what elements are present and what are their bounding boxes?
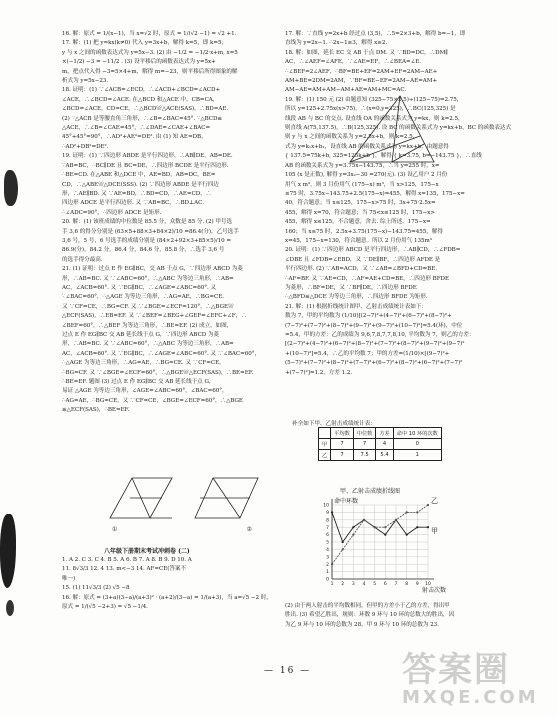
table-cell: 0 xyxy=(393,439,441,450)
text-line: 则直线 A(75,137.5)，∴B(125,325). 设 BC 的函数关系式为 y=kx+b，BC 的函数表达式 xyxy=(285,125,511,132)
text-line: 则 y 与 x 之间的函数关系为 y=2.5x+b，则 k=2.5， xyxy=(285,134,419,141)
table-cell: 7.5 xyxy=(353,450,376,461)
y-tick-label: 3 xyxy=(326,555,329,561)
table-header-row xyxy=(319,428,442,439)
y-tick-label: 0 xyxy=(326,577,329,583)
text-line: 过点 E 作 EG∥BC 交 AB 延长线于点 G，∵四边形 ABCD 为菱 xyxy=(62,332,219,338)
text-line: ∴AD²+DB²=DE². xyxy=(62,143,109,150)
data-point xyxy=(427,526,429,528)
figure-caption: ② xyxy=(246,526,252,533)
page-number: — 16 — xyxy=(264,666,312,676)
text-line: 形，∴AB=BC. 又 ∵∠ABC=60°，∴△ABC 为等边三角形，∴AB= xyxy=(62,275,234,282)
x-tick-label: 4 xyxy=(362,582,366,587)
text-line: 105 (x 是正数), 解得 y=3x₂−30 =270(元). (3) 设乙用户 2 月份 xyxy=(285,172,448,179)
y-tick-label: 10 xyxy=(323,503,329,509)
text-line: △ECF(SAS)，∴EB=EF. 又 ∵∠BEF=∠BEG+∠GEF=∠EFC+∠F，∴ xyxy=(62,313,247,320)
text-line: 唯一) xyxy=(62,575,76,582)
text-line: ∠DBE 且 ∠FDB=∠EBD，又 ∵DE∥BF，∴四边形 AFDE 是 xyxy=(285,256,441,263)
text-line: 形，∴AE∥BD. 又 ∵AE=BD，∴BD=CD，∴AE=CD，∴ xyxy=(62,190,212,197)
text-line: 455，解得 x≤125，不合题意，舍去. 综上所述，175−x= xyxy=(285,219,431,226)
text-line: 11. 8√3/3 12. 4 13. m<−3 14. AF=CE(答案不 xyxy=(62,566,186,573)
text-line: 16. 解：原式 = 1/(x−1)，当 x=√2 时，原式 = 1/(√2 −1) = √2 +1. xyxy=(62,31,237,37)
data-point xyxy=(384,526,386,528)
table-cell: 7 xyxy=(331,450,354,461)
text-line: ∴BE=CD. 在△ABE 和△DCE 中，AE=BD，AB=DC，BE= xyxy=(62,172,216,179)
text-line: ≤75 时，3.75x−143.75+2.5(175−x)=455，解得 x=135，175−x= xyxy=(285,190,465,197)
text-line: 17. 解：(1) 把 y=kx(k≠0) 代入 y=3x+b，解得 k=5，即 k=5； xyxy=(62,40,228,47)
data-point xyxy=(406,534,408,536)
text-line: ∴AG=AE，∴BG=CE，又 ∵CF=CE，∠BGE=∠ECF=60°，∴△BGE xyxy=(62,397,243,404)
x-tick-label: 8 xyxy=(405,582,409,587)
y-axis-label: 命中环数 xyxy=(334,498,359,505)
text-line: 析式为 y=5x−23. xyxy=(62,78,109,85)
stats-table xyxy=(318,427,442,461)
text-line: 为乙 9 环与 10 环的总数为 28，甲 9 环与 10 环的总数为 23. xyxy=(285,621,439,628)
data-point xyxy=(363,519,365,521)
data-point xyxy=(416,511,418,513)
text-line: AM+BE=2DM=2AM，∵BF=BE−EF=2AM−AE=AM+ xyxy=(285,78,438,85)
text-line: 16. 解：原式 = (3+a)(3−a)/(a+3)² · (a+2)/(3−a) = 1/(a+3)，当 a=√5 −2 时， xyxy=(62,594,272,601)
data-point xyxy=(406,511,408,513)
scan-ink-blot xyxy=(4,170,18,206)
x-tick-label: 2 xyxy=(341,582,345,587)
text-line: =5.4，甲的方差：乙的成绩为 9,6,7,8,7,7,8,10, 平均数为 7，则乙的方差： xyxy=(285,332,475,338)
text-line: (2) 由于两人射击的平均数相同，但甲的方差小于乙的方差，得出甲 xyxy=(285,603,450,609)
left-column xyxy=(62,30,282,416)
text-line: 用气 x m³，则 3 月份用气 (175−x) m³，当 x>125，175−x xyxy=(285,181,439,188)
text-line: ×(−1/2) −3 = −11/2 . (3) 设平移后的函数表达式为 y=5x+ xyxy=(62,59,216,66)
text-line: 18. 解：如图，延长 EC 交 AB 于点 DM. 又 ∵BD=DC，∴DM∥ xyxy=(285,49,448,56)
data-point xyxy=(342,541,344,543)
table-cell: 4 xyxy=(376,439,393,450)
text-line: AC，∠ACB=60°. 又 ∵EG∥BC，∴∠AGE=∠ABC=60°. 又 xyxy=(62,284,216,291)
x-tick-label: 9 xyxy=(415,582,419,587)
x-tick-label: 6 xyxy=(383,582,387,587)
data-point xyxy=(374,526,376,528)
text-line: CD，∴△ABE≌△DCE(SSS). (2) ∵四边形 ABDE 是平行四边 xyxy=(62,181,219,188)
text-line: ∠BCD=∠ACE，CD=CE，∴△BCD≌△ACE(SAS)，∴BD=AE. xyxy=(62,106,229,113)
text-line: 的选手得分最高. xyxy=(62,256,103,263)
table-cell: 甲 xyxy=(319,439,331,450)
y-tick-label: 7 xyxy=(326,525,329,531)
x-axis-label: 射击次数 xyxy=(422,587,447,593)
text-line: ∴BE=EF. 题图 (3) 过点 E 作 EG∥BC 交 AB 延长线于点 G， xyxy=(62,379,215,386)
text-line: 所以 y=125+2.75x(x>75)，∴(x=0,y=325)，∴BC(125,325) 是 xyxy=(285,106,456,113)
text-line: AB 的函数关系式为 y=3.75x−143.75，∴当 y=255 时，x= xyxy=(285,162,440,169)
data-point xyxy=(395,519,397,521)
chart-caption: 甲、乙射击成绩折线图 xyxy=(340,488,401,495)
scan-ink-blot xyxy=(0,514,16,588)
data-point xyxy=(331,563,333,565)
triangle-figure xyxy=(342,92,442,170)
text-line: 线段 AB 与 BC 的交点. 设直线 OA 的函数关系式为 y=kx，则 k=2.5， xyxy=(285,115,464,122)
table-row xyxy=(319,450,442,461)
table-cell: 1 xyxy=(393,450,441,461)
text-line: 1. A 2. C 3. C 4. B 5. A 6. B 7. A 8. B 9. D 10. A xyxy=(62,557,192,563)
figure-caption: ① xyxy=(112,526,118,533)
y-tick-label: 8 xyxy=(326,518,329,524)
text-line: 17. 解：∵直线 y=2x+b 经过点 (3,5)，∴5=2×3+b，解得 b=−1，即 xyxy=(285,31,466,37)
table-row xyxy=(319,439,442,450)
series-label: 乙 xyxy=(431,497,438,505)
table-intro: 补全如下甲、乙射击成绩统计表： xyxy=(292,421,376,427)
y-tick-label: 2 xyxy=(326,562,329,568)
table-header xyxy=(319,428,331,439)
text-line: ∵∠BAC=60°，∴△AGE 为等边三角形，∴AG=AE，∴BG=CE. xyxy=(62,294,225,301)
text-line: 手 3,6 的得分分别是 (63×5+88×3+84×2)/10 =86.4(分)，乙号选手 xyxy=(62,228,239,235)
text-line: 40，符合题意；当 x≤125，175−x>75 时，3x+75·2.5x= xyxy=(285,200,436,207)
text-line: 19. 解：(1) 150 元 (2) 由题意知 (325−75×2.5)÷(125−75)=2.75， xyxy=(285,96,463,103)
text-line: 20. 证明：(1) ∵四边形 ABCD 是平行四边形，∴AB∥CD，∴∠FDB= xyxy=(285,247,461,254)
y-tick-label: 4 xyxy=(326,548,329,553)
y-tick-label: 5 xyxy=(326,540,329,546)
x-tick-label: 10 xyxy=(425,582,431,587)
text-line: 455，解得 x=70，符合题意；当 75<x≤125 时，175−x> xyxy=(285,209,435,216)
text-line: 19. 证明：(1) ∵四边形 ABDE 是平行四边形，∴AB∥DE，AB=DE. xyxy=(62,153,233,160)
x-tick-label: 5 xyxy=(373,582,377,587)
table-cell: 5.4 xyxy=(376,450,393,461)
text-line: 平行四边形. (2) ∵AB=ACD，又 ∵∠AB=∠BFD+CD=BE. xyxy=(285,266,437,273)
text-line: 为菱形，∴BF=DE，又 ∵BF∥DE，∴四边形 BFDE xyxy=(285,284,417,291)
data-point xyxy=(384,534,386,536)
shooting-line-chart xyxy=(310,495,450,593)
text-line: ≌△ECF(SAS)，∴BE=EF. xyxy=(62,407,130,414)
text-line: ∴△AGE 为等边三角形，∴AG=AE，∴BG=CE. 又 ∵CF=CE， xyxy=(62,360,225,367)
data-point xyxy=(342,548,344,550)
text-line: 形，∴AB=BC. 又 ∵∠ABC=60°，∴△ABC 为等边三角形，∴AB= xyxy=(62,341,234,348)
text-line: 数为 7，甲的平均数为 (1/10)[(2−7)²+(4−7)²+(6−7)²+(8−7)²+ xyxy=(285,313,452,320)
table-header: 命中 10 环的次数 xyxy=(393,428,441,439)
text-line: ∴AF=BF. 又 ∵AE=CD，∴AF=AE+CD=BE，∴四边形 BFDE xyxy=(285,275,449,282)
text-line: 21. 解：(1) 根据折线统计图甲、乙射击成绩统计表如下： xyxy=(285,303,427,310)
table-cell: 7 xyxy=(331,439,354,450)
text-line: 15. (1) 11√3/3 (2) √5 −8 xyxy=(62,585,130,592)
text-line: x=45，175−x=130，符合题意。所以 2 月份用气 135m³ xyxy=(285,237,432,244)
text-line: ∴∠BEF=2∠AEF，∴BF=BE+EF=2AM+EF=2AM−AE+ xyxy=(285,68,438,75)
text-line: AC，∠ACB=60°. 又 ∵EG∥BC，∴∠AGE=∠ABC=60°. 又 ∵∠BAC=60°， xyxy=(62,350,261,357)
right-column xyxy=(285,30,529,378)
text-line: ∠BEF=60°，∴△BEF 为等边三角形，∴BE=EF. (2) 成立，如图， xyxy=(62,322,233,329)
text-line: (2) ∵△ACB 是等腰直角三角形，∴∠B=∠BAC=45°. ∵△BCD≌ xyxy=(62,115,223,122)
text-line: 胜出. (3) 希望乙胜出，规则：环数 9 环与 10 环的总数大的胜出，因 xyxy=(285,612,454,619)
text-line: 18. 证明：(1) ∵∠ACB=∠ECD，∴∠ACD+∠BCD=∠ACD+ xyxy=(62,87,221,94)
text-line: { 137.5=75k+b, 325=125k+b }，解得 { k=3.75, b=−143.75 }，∴直线 xyxy=(285,153,482,160)
text-line: y 与 x 之间的函数表达式为 y=5x−3. (2) 由 −1/2 = −1/2·x+m, x=5 xyxy=(62,49,238,56)
text-line: 86.9(分)，84.2 分，86.4 分，84.6 分，85.8 分，∴选手 3,6 号 xyxy=(62,247,225,254)
text-line: AC，∴∠AEF=∠AFE，∵∠AE=EF，∴∠BEA=∠E. xyxy=(285,59,422,66)
series-label: 甲 xyxy=(431,527,438,536)
left-column-answers xyxy=(62,556,282,612)
data-point xyxy=(416,526,418,528)
data-point xyxy=(331,511,333,513)
text-line: 式为 y=k₁x+b₁，设直线 AB 的函数关系式为 y=kx+b，由题意得 xyxy=(285,143,449,150)
text-line: 160；当 x≤75 时，2.5x+3.75(175−x)−143.75=455，解得 xyxy=(285,228,443,235)
text-line: ∴∠ADC=90°，∴四边形 ADCE 是矩形. xyxy=(62,209,162,216)
text-line: [(2−7)²+(4−7)²+(6−7)²+(8−7)²+(7−7)²+(8−7)²+(9−7)²+(9−7)² xyxy=(285,341,465,348)
text-line: 直线为 y=2x−1. ∴2x−1≥3，解得 x≥2. xyxy=(285,40,388,47)
text-line: AM−AE=AM+AM−AM+AE=AM+MC=AC. xyxy=(285,87,407,94)
x-tick-label: 3 xyxy=(351,582,355,587)
y-tick-label: 1 xyxy=(326,570,329,576)
exam-title: 八年级下册期末考试冲刺卷 (二) xyxy=(104,548,190,555)
watermark-url: MXQE.COM xyxy=(402,687,539,708)
x-tick-label: 7 xyxy=(394,582,398,587)
text-line: 易证 △AGE 为等边三角形，∠AGE=∠ABC=60°，∠BAC=60°， xyxy=(62,388,228,395)
text-line: ∴△BFD≌△DCE 为等边三角形，∴四边形 BFDE 为矩形. xyxy=(285,294,428,301)
text-line: 原式 = 1/(√5 −2+3) = √5 −1/4. xyxy=(62,604,148,611)
scan-ink-blot xyxy=(6,600,14,616)
table-header: 方差 xyxy=(376,428,393,439)
y-tick-label: 6 xyxy=(326,533,329,539)
text-line: ∵AB=BC，∴BC∥DE 且 BC=DE，∴四边形 BCDE 是平行四边形. xyxy=(62,162,229,169)
watermark-text: 答案圈 xyxy=(402,650,510,690)
table-header: 平均数 xyxy=(331,428,354,439)
text-line: (7−7)²+(7−7)²+(8−7)²+(9−7)²+(9−7)²+(10−7)²]=5.4(环)，中位 xyxy=(285,322,463,329)
text-line: 又 ∵CF=CE，∴BG=CF. 又 ∵∠BGE=∠ECF=120°，∴△BGE≌ xyxy=(62,303,234,310)
data-point xyxy=(352,534,354,536)
y-tick-label: 9 xyxy=(326,511,329,516)
table-cell: 7 xyxy=(353,439,376,450)
text-line: 20. 解：(1) 该班成绩的中位数是 85.5 分，众数是 85 分. (2) 甲号选 xyxy=(62,219,232,226)
x-tick-label: 1 xyxy=(330,582,334,587)
rhombus-figures xyxy=(100,458,262,528)
text-line: 45°+45°=90°，∴AD²+AE²=DE². 由 (1) 知 AE=DB， xyxy=(62,134,207,141)
text-line: 四边形 ADCE 是平行四边形. 又 ∵AB=BC，∴BD⊥AC. xyxy=(62,200,204,207)
figure-caption-row xyxy=(112,526,252,533)
text-line: ∠ACE，∴∠BCD=∠ACE. 在△BCD 和△ACE 中，CB=CA， xyxy=(62,96,219,103)
text-line: +(10−7)²]=5.4，∴乙的平均数 7；甲的方差=(1/10)×[(9−7)²+ xyxy=(285,350,450,357)
text-line: 3,6 号，5 号，6 号选手的成绩分别是 (84×2+92×3+85×5)/10 = xyxy=(62,237,231,244)
right-column-conclusion xyxy=(285,602,529,630)
watermark-logo xyxy=(402,652,552,714)
table-cell: 乙 xyxy=(319,450,331,461)
text-line: 21. (1) 证明：过点 E 作 EG∥BC，交 AB 于点 G，∵四边形 ABCD 为菱 xyxy=(62,266,243,273)
data-point xyxy=(427,504,429,506)
data-point xyxy=(352,526,354,528)
text-line: (5−7)²+(7−7)²+(8−7)²+(7−7)²+(6−7)²+(8−7)²+(6−7)²+(7−7)² xyxy=(285,360,463,367)
text-line: ∴BG=CF. 又 ∵∠BGE=∠ECF=60°，∴△BGE≌△ECF(SAS)，∴BE=EF. xyxy=(62,369,254,376)
text-line: △ACE，∴∠B=∠CAE=45°，∴∠DAE=∠CAE+∠BAC= xyxy=(62,125,211,132)
table-header: 中位数 xyxy=(353,428,376,439)
text-line: +(7−7)²]=1.2，方差 1.2. xyxy=(285,369,353,376)
text-line: m，把点代入得 −3=5×4+m，解得 m=−23，则平移后所得图象的解 xyxy=(62,68,238,75)
